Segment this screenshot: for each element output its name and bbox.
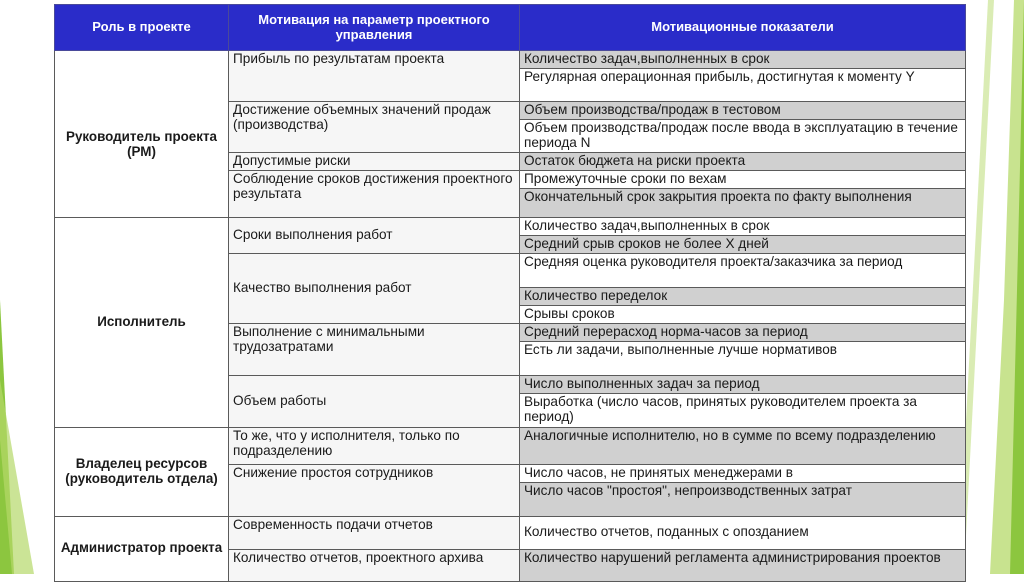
indicator-cell: Срывы сроков [520, 306, 966, 324]
header-role: Роль в проекте [55, 5, 229, 51]
role-cell-executor: Исполнитель [55, 218, 229, 428]
indicator-cell: Средний срыв сроков не более X дней [520, 236, 966, 254]
indicator-cell: Промежуточные сроки по вехам [520, 170, 966, 188]
indicator-cell: Есть ли задачи, выполненные лучше нормативов [520, 341, 966, 375]
indicator-cell: Остаток бюджета на риски проекта [520, 152, 966, 170]
role-cell-pm: Руководитель проекта (РМ) [55, 51, 229, 240]
indicator-cell: Средний перерасход норма-часов за период [520, 324, 966, 342]
role-cell-admin: Администратор проекта [55, 516, 229, 581]
param-cell: Количество отчетов, проектного архива [229, 549, 520, 581]
param-cell: Сроки выполнения работ [229, 218, 520, 254]
table-row [55, 51, 966, 69]
decorative-green-stripe-left [0, 0, 40, 574]
indicator-cell: Количество отчетов, поданных с опозданием [520, 516, 966, 549]
indicator-cell: Регулярная операционная прибыль, достигнутая к моменту Y [520, 68, 966, 101]
indicator-cell: Количество задач,выполненных в срок [520, 51, 966, 69]
indicator-cell: Число выполненных задач за период [520, 375, 966, 393]
table-row [55, 218, 966, 236]
indicator-cell: Число часов, не принятых менеджерами в [520, 464, 966, 482]
indicator-cell: Количество переделок [520, 288, 966, 306]
param-cell: Объем работы [229, 375, 520, 427]
indicator-cell: Количество нарушений регламента администрирования проектов [520, 549, 966, 581]
param-cell: Соблюдение сроков достижения проектного результата [229, 170, 520, 221]
motivation-table-continued [54, 217, 966, 582]
indicator-cell: Объем производства/продаж в тестовом [520, 101, 966, 119]
table-header-row [55, 5, 966, 51]
indicator-cell: Объем производства/продаж после ввода в эксплуатацию в течение периода N [520, 119, 966, 152]
header-motivation: Мотивация на параметр проектного управления [229, 5, 520, 51]
param-cell: Выполнение с минимальными трудозатратами [229, 324, 520, 376]
indicator-cell: Окончательный срок закрытия проекта по факту выполнения [520, 188, 966, 221]
indicator-cell: Число часов "простоя", непроизводственных затрат [520, 482, 966, 516]
motivation-table [54, 4, 966, 240]
indicator-cell: Аналогичные исполнителю, но в сумме по всему подразделению [520, 427, 966, 464]
param-cell: Допустимые риски [229, 152, 520, 170]
table-row [55, 516, 966, 549]
param-cell: То же, что у исполнителя, только по подразделению [229, 427, 520, 464]
indicator-cell: Средняя оценка руководителя проекта/заказчика за период [520, 254, 966, 288]
indicator-cell: Выработка (число часов, принятых руководителем проекта за период) [520, 393, 966, 427]
param-cell: Снижение простоя сотрудников [229, 464, 520, 516]
table-row [55, 427, 966, 464]
param-cell: Достижение объемных значений продаж (производства) [229, 101, 520, 152]
param-cell: Прибыль по результатам проекта [229, 51, 520, 102]
header-indicators: Мотивационные показатели [520, 5, 966, 51]
param-cell: Современность подачи отчетов [229, 516, 520, 549]
param-cell: Качество выполнения работ [229, 254, 520, 324]
role-cell-owner: Владелец ресурсов (руководитель отдела) [55, 427, 229, 516]
indicator-cell: Количество задач,выполненных в срок [520, 218, 966, 236]
